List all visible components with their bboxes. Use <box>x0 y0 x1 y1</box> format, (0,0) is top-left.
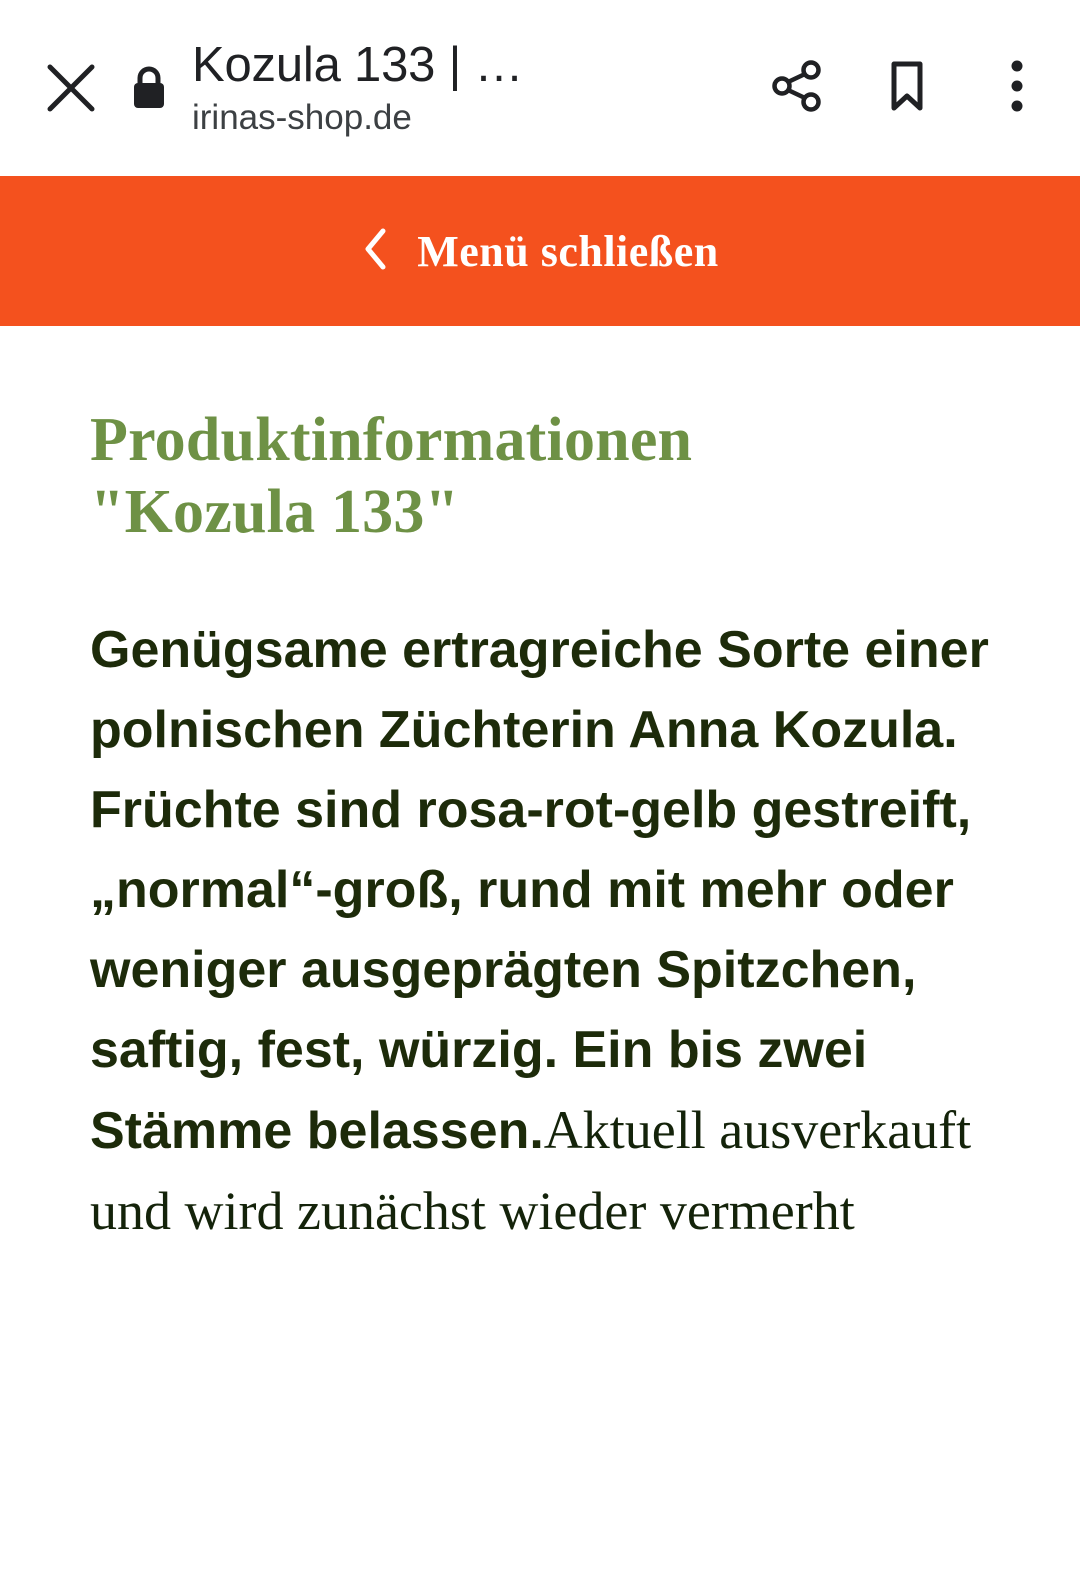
bookmark-button[interactable] <box>878 59 936 117</box>
product-description-rest: Aktuell ausverkauft und wird zunächst wieder vermerht <box>90 1100 972 1241</box>
more-vertical-icon <box>1007 55 1027 122</box>
more-options-button[interactable] <box>988 59 1046 117</box>
product-description-bold: Genügsame ertragreiche Sorte einer polnischen Züchterin Anna Kozula. Früchte sind rosa-rot-gelb gestreift, „normal“-groß, rund mit mehr oder weniger ausgeprägten Spitzchen, saftig, fest, würzig. Ein bis zwei Stämme belassen. <box>90 621 989 1160</box>
close-menu-label: Menü schließen <box>417 226 719 276</box>
toolbar-actions <box>768 59 1046 117</box>
product-information-section <box>0 326 1080 1251</box>
site-info[interactable] <box>128 36 734 140</box>
lock-icon <box>128 63 170 118</box>
close-menu-bar[interactable] <box>0 176 1080 326</box>
chevron-left-icon <box>361 225 391 278</box>
browser-toolbar <box>0 0 1080 176</box>
share-button[interactable] <box>768 59 826 117</box>
close-tab-button[interactable] <box>40 57 102 119</box>
product-description <box>90 610 995 1251</box>
page-host: irinas-shop.de <box>192 98 412 137</box>
bookmark-icon <box>883 57 931 120</box>
share-icon <box>768 57 826 120</box>
page-title: Kozula 133 | … <box>192 38 524 92</box>
close-icon <box>40 57 102 119</box>
page-heading: Produktinformationen "Kozula 133" <box>90 406 693 546</box>
